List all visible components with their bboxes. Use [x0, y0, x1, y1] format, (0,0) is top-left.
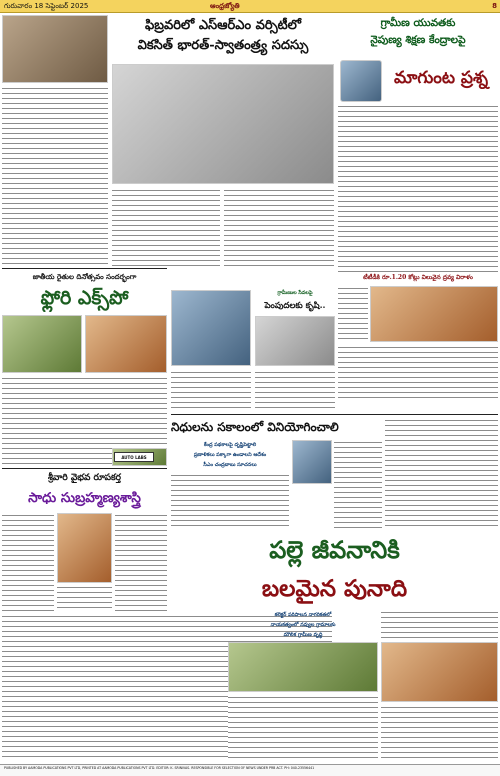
nidhulu-subhead — [171, 440, 289, 470]
palle-subhead-line3: మౌలిక గ్రామీణ వృద్ధి — [283, 632, 323, 638]
feb-sadassu-headline — [112, 16, 334, 60]
palle-headline-line2: బలమైన పునాది — [261, 575, 408, 602]
magunta-kicker — [338, 15, 498, 57]
feb-sadassu-text-1 — [112, 188, 220, 266]
palle-subhead-line1: కలెక్టర్ పరిపాలన నాగరికతలో — [274, 612, 332, 618]
divider-nidhulu — [171, 414, 498, 415]
photo-flower-expo-2 — [85, 315, 167, 373]
nidhulu-left-text — [171, 473, 289, 528]
pencil-krushi-kicker: గ్రామీణుల సేవలపై — [277, 290, 313, 296]
nidhulu-mid-text — [334, 440, 382, 528]
page-number: 8 — [492, 2, 497, 10]
magunta-kicker-line1: గ్రామీణ యువతకు — [380, 17, 456, 29]
feb-sadassu-text-2 — [224, 188, 334, 266]
flower-expo-kicker: జాతీయ రైతుల దినోత్సవం సందర్భంగా — [32, 272, 137, 281]
photo-officials-greeting — [2, 15, 108, 83]
divider-srivari — [2, 468, 167, 469]
srivari-kicker: శ్రీవారి వైభవ రూపకర్త — [47, 473, 122, 483]
nidhulu-subhead-line1: కేంద్ర పథకాలపై దృష్టిపెట్టాలి — [203, 442, 257, 448]
flower-expo-headline: ఫ్లోరి ఎక్స్‌పో — [40, 287, 129, 309]
magunta-kicker-line2: నైపుణ్య శిక్షణ కేంద్రాలపై — [370, 34, 466, 46]
photo-chandrababu — [292, 440, 332, 484]
divider-flower — [2, 268, 167, 269]
srivari-headline: సాధు సుబ్రహ్మణ్యశాస్త్రి — [28, 490, 141, 506]
palle-text-right-top — [381, 610, 498, 640]
srivari-text-left — [2, 513, 54, 611]
palle-text-mid — [228, 695, 378, 760]
srivari-text-right — [115, 513, 167, 611]
photo-srivari-portrait — [57, 513, 112, 583]
feb-sadassu-headline-line1: ఫిబ్రవరిలో ఎస్ఆర్ఎం వర్సిటీలో — [144, 18, 302, 33]
story-text-column-1 — [2, 86, 108, 266]
pencil-caption-right — [255, 370, 335, 412]
nidhulu-right-text — [385, 418, 498, 528]
palle-subhead — [228, 610, 378, 640]
magunta-headline: మాగుంట ప్రశ్న — [393, 68, 489, 88]
ttd-side-text — [338, 286, 368, 342]
date-text: గురువారం 18 సెప్టెంబర్ 2025 — [4, 2, 89, 10]
palle-text-right — [381, 705, 498, 760]
magunta-text — [338, 104, 498, 272]
photo-young-man — [255, 316, 335, 366]
photo-palle-people — [381, 642, 498, 702]
palle-headline-line1: పల్లె జీవనానికి — [269, 535, 400, 564]
photo-village-event — [228, 642, 378, 692]
footer-imprint: PUBLISHED BY AAMODA PUBLICATIONS PVT LTD, PRINTED AT AAMODA PUBLICATIONS PVT LTD. EDITOR: K. SRINIVAS. RESPONSIBLE FOR SELECTION OF NEWS UNDER PRB ACT. PH: 040-23556441 — [0, 764, 500, 776]
srivari-caption — [57, 585, 112, 611]
nidhulu-subhead-line3: సీఎం చంద్రబాబు సూచనలు — [203, 462, 257, 468]
ttd-text — [338, 345, 498, 400]
nidhulu-subhead-line2: ప్రణాళికలు పక్కాగా ఉండాలని ఆదేశం — [193, 452, 267, 458]
photo-conference-meeting — [112, 64, 334, 184]
photo-official-handshake — [171, 290, 251, 366]
pencil-krushi-headline: పెంపుదలకు కృషి.. — [264, 301, 326, 311]
top-bar — [0, 0, 500, 13]
palle-subhead-line2: నాయకత్వంలో నవ్వుల గ్రామాలకు — [270, 622, 336, 628]
photo-flower-expo-1 — [2, 315, 82, 373]
photo-magunta-portrait — [340, 60, 382, 102]
auto-labs-sign: AUTO LABS — [114, 452, 154, 462]
feb-sadassu-headline-line2: వికసిత్ భారత్-స్వాతంత్ర్య సదస్సు — [137, 38, 309, 53]
nidhulu-headline: నిధులను సకాలంలో వినియోగించాలి — [171, 420, 339, 434]
pencil-caption-left — [171, 370, 251, 412]
magunta-subhead: టీటీడీకి రూ.1.20 కోట్లు విలువైన ద్రవ్య విరాళం — [363, 274, 473, 281]
masthead: ఆంధ్రజ్యోతి — [210, 2, 240, 10]
photo-ttd-donation — [370, 286, 498, 342]
